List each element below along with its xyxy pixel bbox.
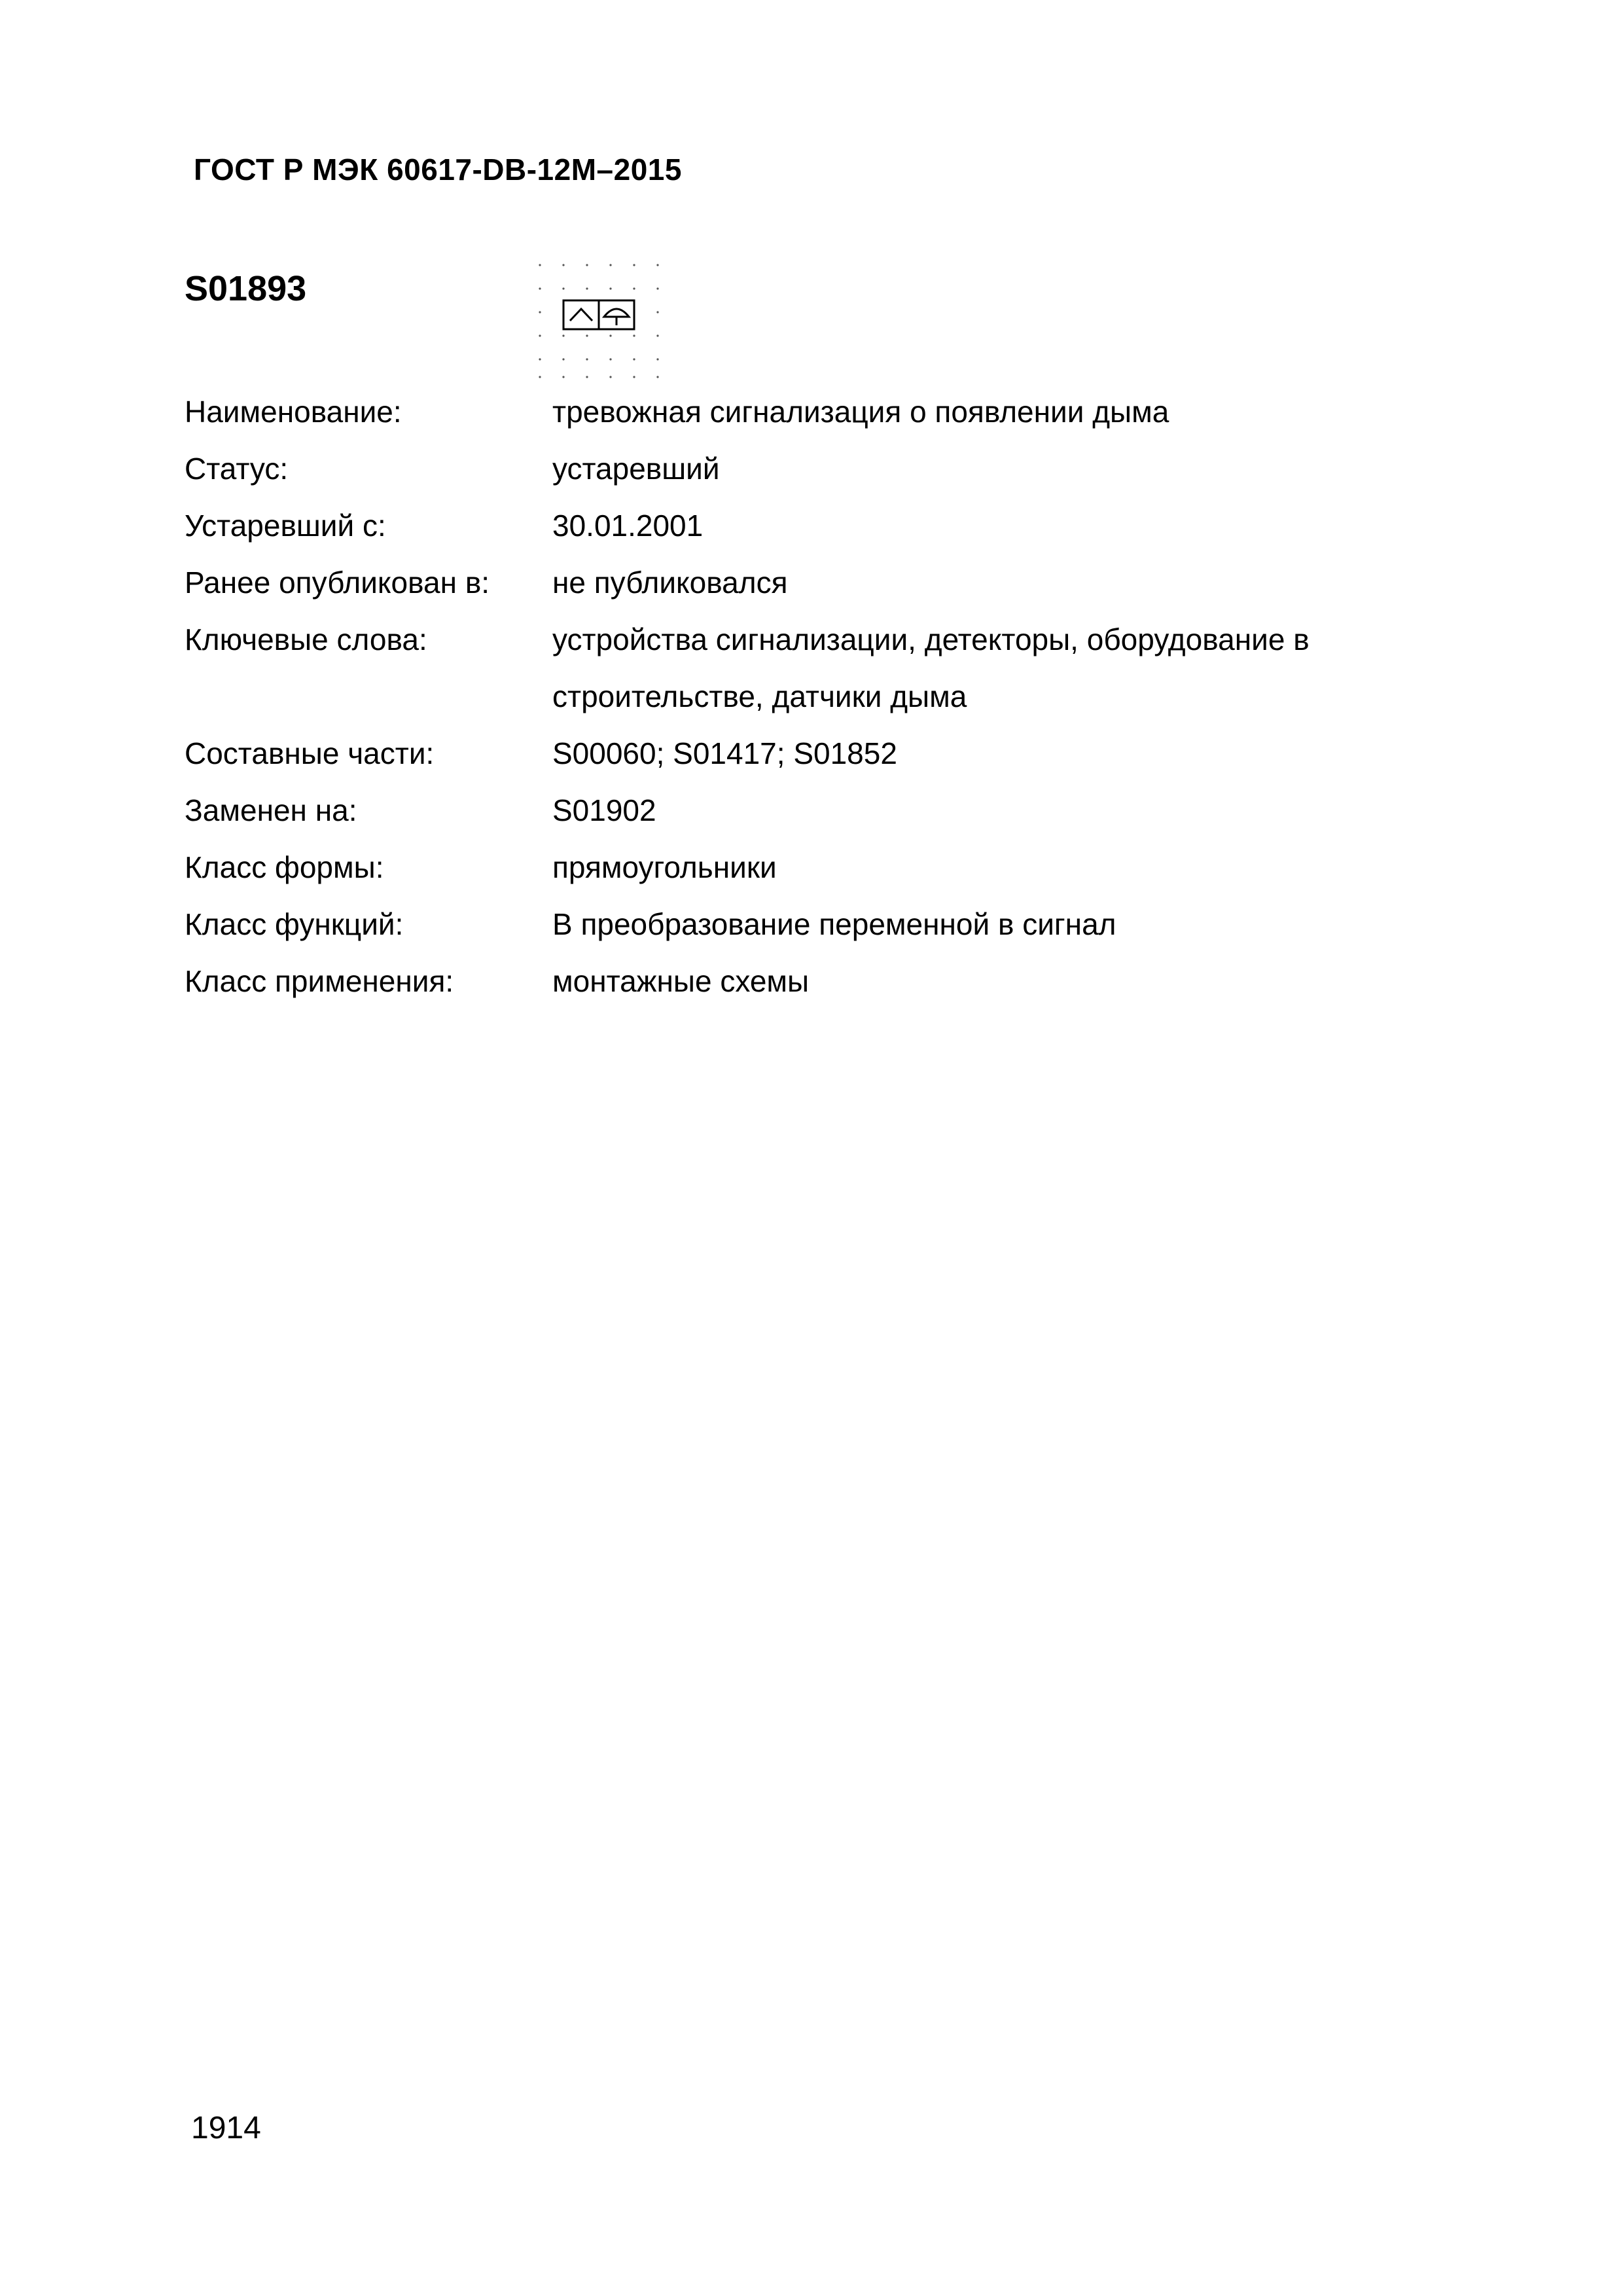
property-label: Заменен на: xyxy=(185,793,357,827)
property-label: Ранее опубликован в: xyxy=(185,565,490,600)
property-label: Класс формы: xyxy=(185,850,384,884)
property-row-published-in xyxy=(185,554,1467,611)
property-value: устройства сигнализации, детекторы, оборудование в строительстве, датчики дыма xyxy=(552,622,1310,713)
property-row-function-class xyxy=(185,896,1467,953)
property-value: устаревший xyxy=(552,452,720,486)
property-label: Класс применения: xyxy=(185,964,454,998)
property-value: S01902 xyxy=(552,793,656,827)
property-label: Статус: xyxy=(185,452,289,486)
property-row-components xyxy=(185,725,1467,782)
smoke-alarm-symbol-icon xyxy=(537,262,674,380)
property-row-name xyxy=(185,384,1467,440)
property-label: Устаревший с: xyxy=(185,509,386,543)
symbol-properties xyxy=(185,384,1467,1010)
property-row-obsolete-since xyxy=(185,497,1467,554)
property-value: не публиковался xyxy=(552,565,788,600)
property-value: 30.01.2001 xyxy=(552,509,704,543)
property-label: Ключевые слова: xyxy=(185,622,427,656)
property-row-replaced-by xyxy=(185,782,1467,839)
property-value: монтажные схемы xyxy=(552,964,810,998)
page-number: 1914 xyxy=(191,2111,261,2145)
property-row-status xyxy=(185,440,1467,497)
property-value: S00060; S01417; S01852 xyxy=(552,736,897,770)
property-value: прямоугольники xyxy=(552,850,777,884)
symbol-code: S01893 xyxy=(185,269,307,308)
property-label: Класс функций: xyxy=(185,907,404,941)
property-row-keywords xyxy=(185,611,1467,725)
property-value: тревожная сигнализация о появлении дыма xyxy=(552,395,1169,429)
property-label: Наименование: xyxy=(185,395,402,429)
property-row-application-class xyxy=(185,953,1467,1010)
property-value: В преобразование переменной в сигнал xyxy=(552,907,1116,941)
property-label: Составные части: xyxy=(185,736,435,770)
page-header: ГОСТ Р МЭК 60617-DB-12M–2015 xyxy=(194,152,682,187)
property-row-shape-class xyxy=(185,839,1467,896)
